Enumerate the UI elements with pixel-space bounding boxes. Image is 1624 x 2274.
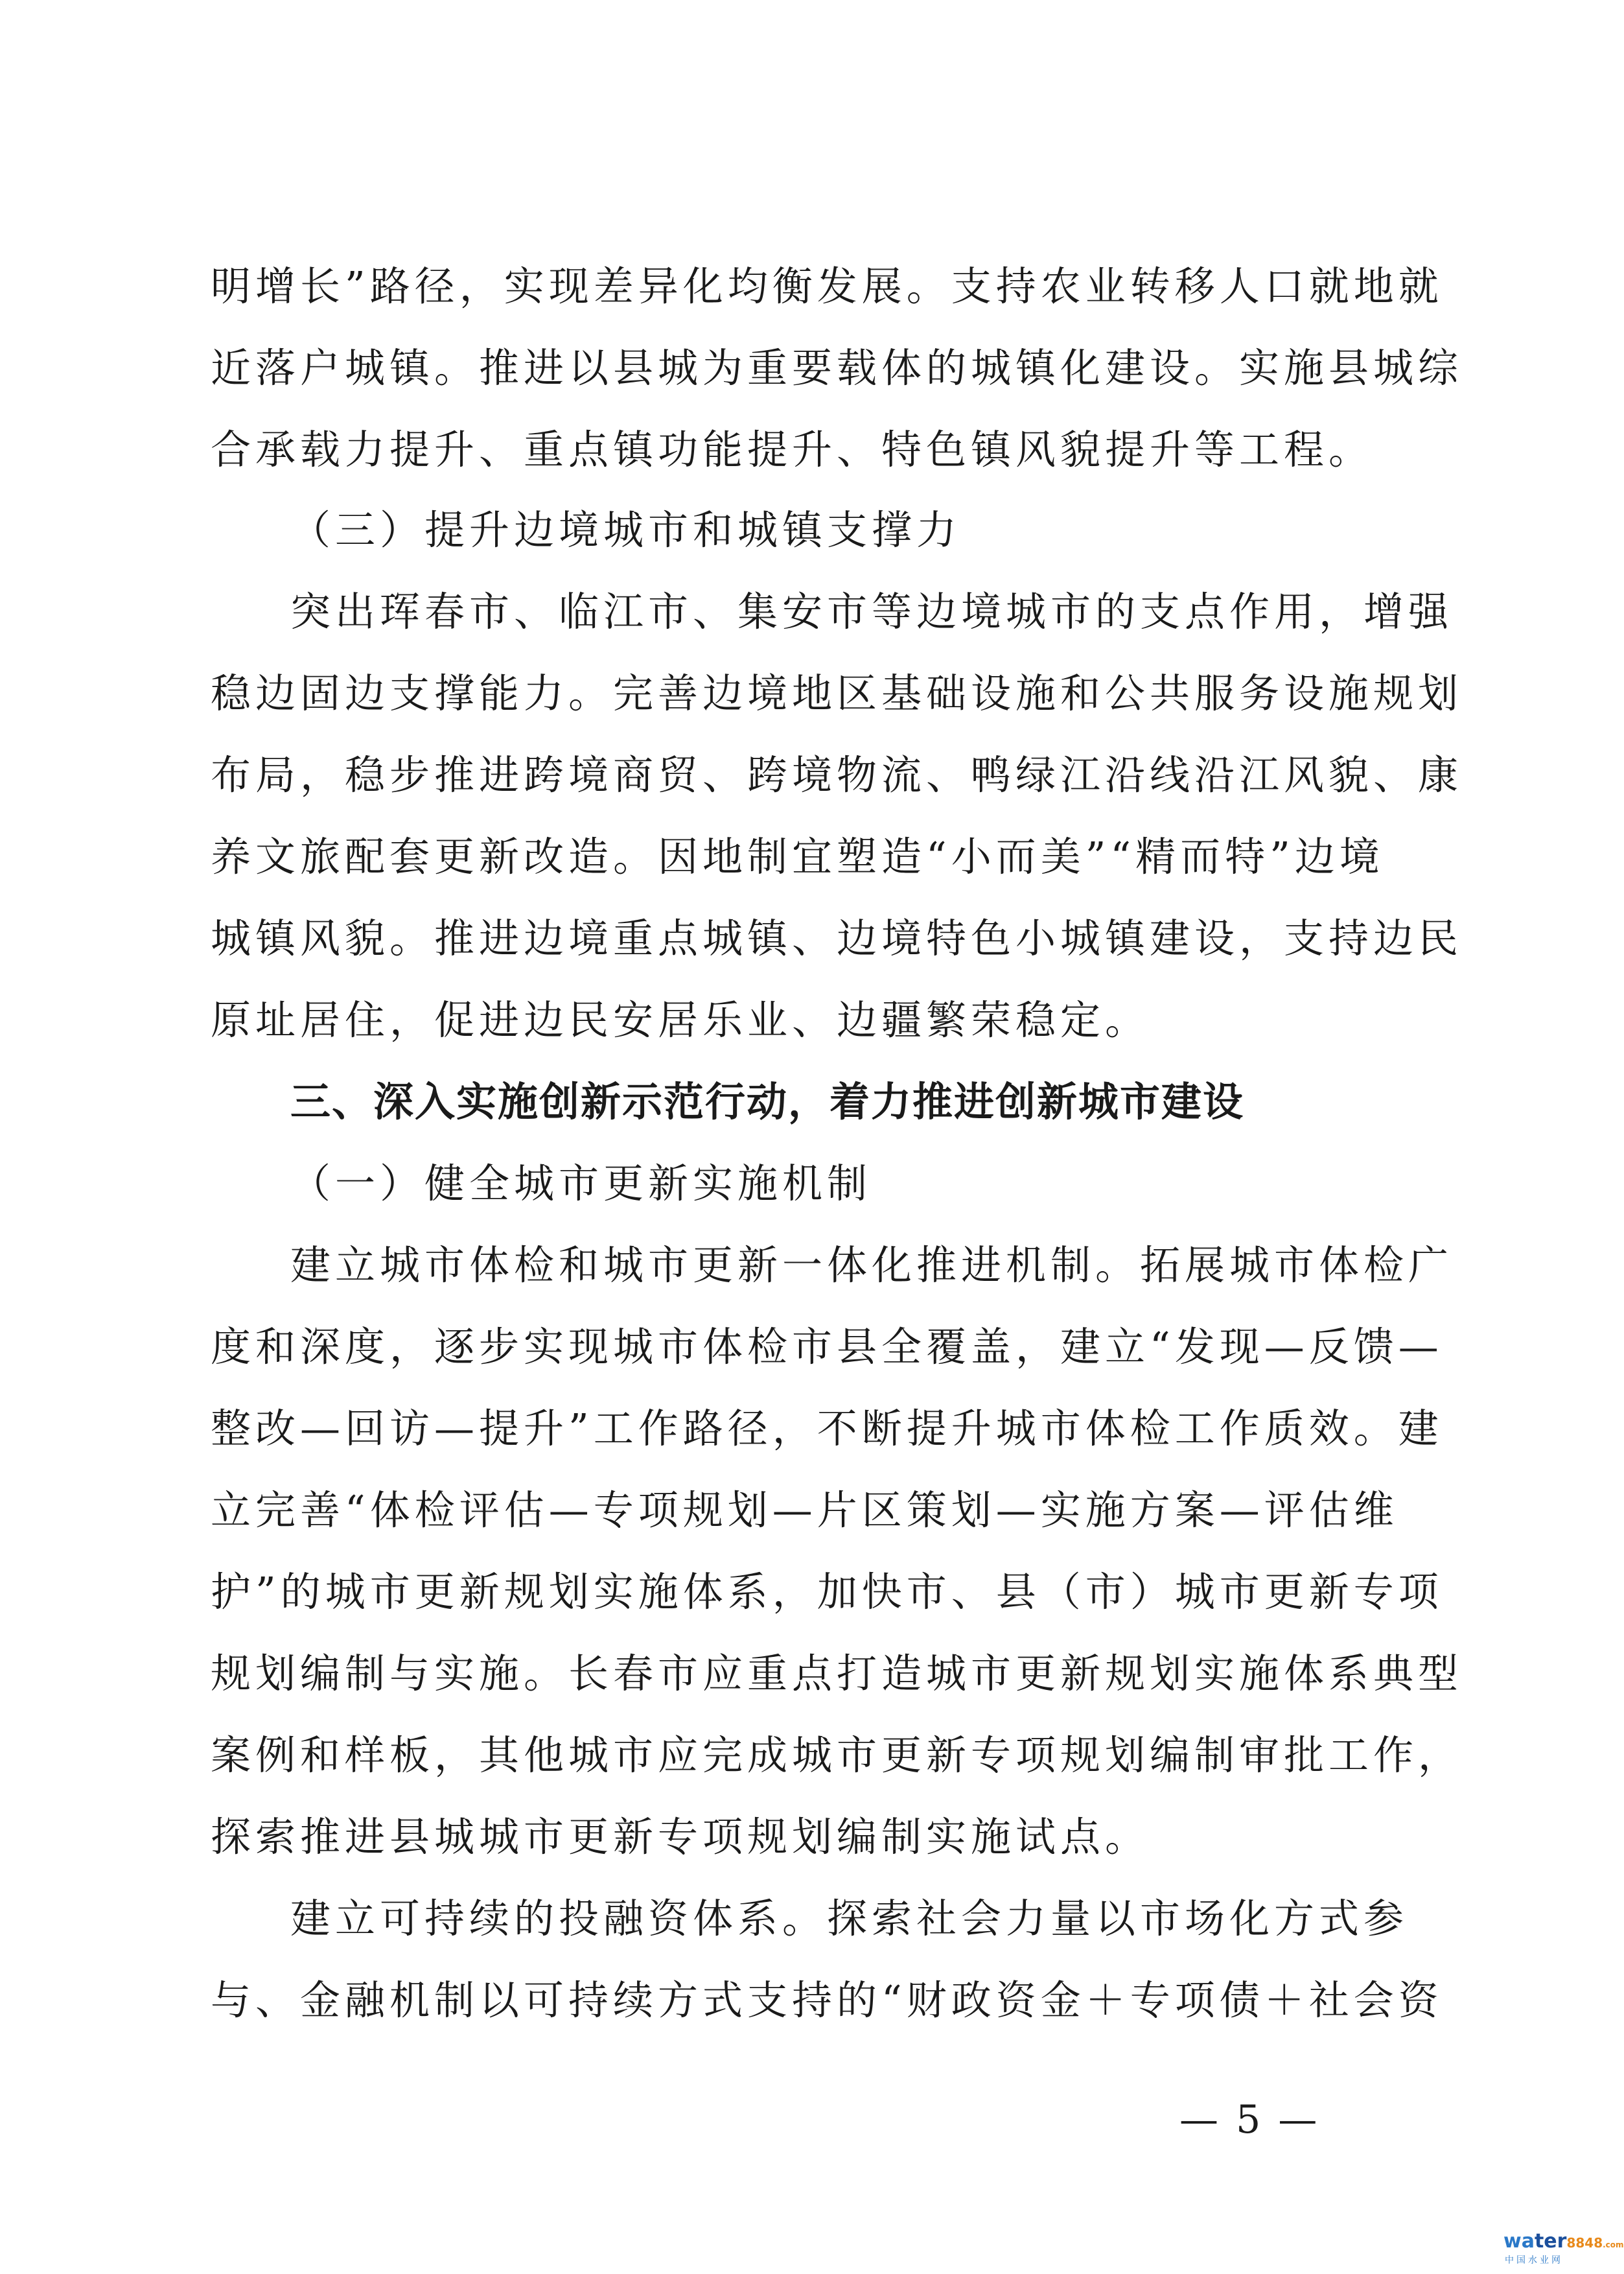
body-line: 稳边固边支撑能力。完善边境地区基础设施和公共服务设施规划 — [211, 670, 1463, 717]
body-line: 探索推进县城城市更新专项规划编制实施试点。 — [211, 1813, 1150, 1860]
section-subheading: （一）健全城市更新实施机制 — [290, 1160, 872, 1207]
section-subheading: （三）提升边境城市和城镇支撑力 — [290, 506, 962, 554]
body-line: 城镇风貌。推进边境重点城镇、边境特色小城镇建设，支持边民 — [211, 915, 1463, 962]
body-line: 与、金融机制以可持续方式支持的“财政资金＋专项债＋社会资 — [211, 1976, 1443, 2024]
paragraph-first-line: 突出珲春市、临江市、集安市等边境城市的支点作用，增强 — [290, 588, 1454, 635]
body-line: 养文旅配套更新改造。因地制宜塑造“小而美”“精而特”边境 — [211, 833, 1384, 880]
body-line: 布局，稳步推进跨境商贸、跨境物流、鸭绿江沿线沿江风貌、康 — [211, 751, 1463, 799]
body-line: 原址居住，促进边民安居乐业、边疆繁荣稳定。 — [211, 996, 1150, 1044]
body-line: 整改—回访—提升”工作路径，不断提升城市体检工作质效。建 — [211, 1405, 1443, 1452]
body-line: 立完善“体检评估—专项规划—片区策划—实施方案—评估维 — [211, 1486, 1398, 1534]
watermark-brand-num: 8848 — [1566, 2235, 1603, 2251]
paragraph-first-line: 建立城市体检和城市更新一体化推进机制。拓展城市体检广 — [290, 1241, 1454, 1289]
section-heading: 三、深入实施创新示范行动，着力推进创新城市建设 — [290, 1078, 1245, 1125]
watermark-brand-suffix: .com — [1603, 2240, 1624, 2249]
watermark-brand — [1503, 2230, 1624, 2253]
paragraph-first-line: 建立可持续的投融资体系。探索社会力量以市场化方式参 — [290, 1895, 1409, 1942]
body-line: 明增长”路径，实现差异化均衡发展。支持农业转移人口就地就 — [211, 263, 1443, 310]
watermark-logo — [1503, 2230, 1624, 2269]
body-line: 案例和样板，其他城市应完成城市更新专项规划编制审批工作， — [211, 1731, 1463, 1779]
body-line: 护”的城市更新规划实施体系，加快市、县（市）城市更新专项 — [211, 1568, 1443, 1615]
body-line: 近落户城镇。推进以县城为重要载体的城镇化建设。实施县城综 — [211, 344, 1463, 392]
body-line: 度和深度，逐步实现城市体检市县全覆盖，建立“发现—反馈— — [211, 1323, 1443, 1370]
watermark-subtitle: 中国水业网 — [1505, 2255, 1563, 2266]
page-number: — 5 — — [1179, 2097, 1320, 2142]
watermark-brand-prefix: wa — [1503, 2230, 1535, 2253]
body-line: 合承载力提升、重点镇功能提升、特色镇风貌提升等工程。 — [211, 426, 1374, 473]
body-line: 规划编制与实施。长春市应重点打造城市更新规划实施体系典型 — [211, 1650, 1463, 1697]
watermark-brand-mid: ter — [1534, 2230, 1567, 2253]
